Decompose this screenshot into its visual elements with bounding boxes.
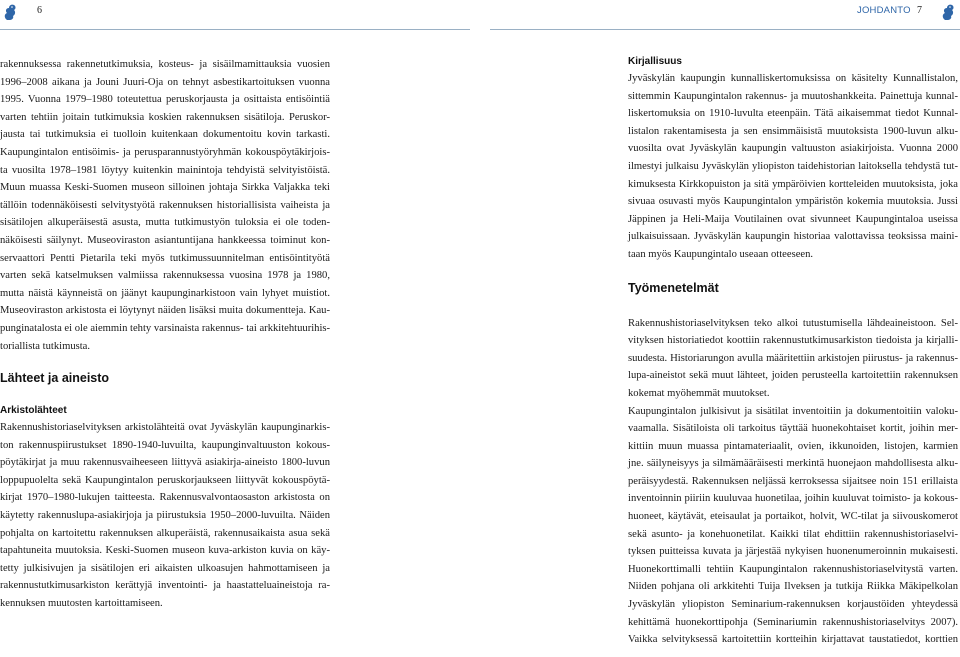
text-line: jne. säilyneisyys ja silmämääräisesti merkintä huonejaon mahdollisesta alku- xyxy=(628,458,958,470)
text-line: Kaupungintalon julkisivut ja sisätilat inventoitiin ja dokumentoitiin valoku- xyxy=(628,405,958,417)
text-line: tyksen puitteissa kuvata ja järjestää nykyisen huonenumeroinnin mukaisesti. xyxy=(628,546,958,558)
text-line: sisätilojen alkuperäisestä asusta, mutta tutkimustyön tuloksia ei ole toden- xyxy=(0,217,330,229)
text-line: toriallista tutkimusta. xyxy=(0,340,91,352)
left-column xyxy=(0,56,330,613)
text-line: sivuaa osuvasti myös Kaupungintalon ympäristön kokemia muutoksia. Jussi xyxy=(628,196,958,208)
text-line: varten tehtiin joitain tutkimuksia koskien rakennuksen sisätiloja. Peruskor- xyxy=(0,111,330,123)
text-line: Muun muassa Keski-Suomen museon silloinen johtaja Sirkka Valjakka teki xyxy=(0,182,330,194)
text-line: Niiden pohjana oli arkkitehti Tuija Ilveksen ja tutkija Riikka Mäkipelkolan xyxy=(628,581,958,593)
text-line: tapahtuneita muutoksia. Keski-Suomen museon kuva-arkiston kuvia on käy- xyxy=(0,545,330,557)
text-line: Museoviraston arkistosta ei löytynyt näiden lisäksi muita dokumentteja. Kau- xyxy=(0,305,330,317)
text-line: varten sekä katselmuksen valmiissa rakennuksessa vuosina 1978 ja 1980, xyxy=(0,270,330,282)
left-intro-paragraph xyxy=(0,56,330,355)
text-line: punginatalosta ei ole aiemmin tehty varsinaista rakennus- tai arkkitehtuurihis- xyxy=(0,322,331,334)
text-line: huoneet, käytävät, eteisaulat ja portaikot, holvit, WC-tilat ja siivouskomerot xyxy=(628,511,958,523)
text-line: vuosilta ovat Jyväskylän kaupungin valtuuston asiakirjoista. Vuonna 2000 xyxy=(628,143,958,155)
text-line: ta vuosilta 1978–1981 löytyy kuitenkin mainintoja tehdyistä selvityistöistä. xyxy=(0,164,330,176)
text-line: kehittämä huonekorttipohja (Seminariumin rakennushistoriaselvitys 2007). xyxy=(628,616,958,628)
text-line: mutta näistä käynneistä on jäänyt kaupunginarkistoon vain lyhyet muistiot. xyxy=(0,287,330,299)
text-line: vityksen historiatiedot koottiin rakennustutkimusarkiston tiedoista ja kirjalli- xyxy=(628,335,958,347)
text-line: Rakennushistoriaselvityksen arkistolähteitä ovat Jyväskylän kaupunginarkis- xyxy=(0,422,330,434)
left-page-number: 6 xyxy=(37,5,42,16)
section-heading-methods: Työmenetelmät xyxy=(628,280,719,295)
text-line: Vaikka selvityksessä kartoitettiin kortteihin kirjattavat taustatiedot, korttien xyxy=(628,634,958,646)
header-rule-left xyxy=(0,29,470,30)
right-page-number: 7 xyxy=(917,5,922,16)
text-line: lupa-aineistot sekä muut lähteet, joiden perusteella kartoitettiin rakennuksen xyxy=(628,370,958,382)
text-line: loppupuolelta sekä Kaupungintalon peruskorjaukseen liittyvät kokouspöytä- xyxy=(0,474,330,486)
text-line: Rakennushistoriaselvityksen teko alkoi tutustumisella lähdeaineistoon. Sel- xyxy=(628,317,958,329)
text-line: taan myös Kaupungintalo useaan otteeseen. xyxy=(628,248,814,260)
text-line: Huonekorttimalli tehtiin Kaupungintalon rakennushistoriaselvitystä varten. xyxy=(628,563,958,575)
text-line: kimuksesta Kirkkopuiston ja sitä ympäröivien kortteleiden muutoksista, joka xyxy=(628,178,958,190)
text-line: ilmestyi julkaisu Jyväskylän yliopiston taidehistorian laitoksella tehdystä tut- xyxy=(628,160,958,172)
text-line: listalon rakentamisesta ja sen ensimmäisistä muutoksista 1900-luvun alku- xyxy=(628,125,958,137)
methods-paragraph-1 xyxy=(628,315,958,403)
right-column xyxy=(628,56,958,649)
text-line: kittiin muun muassa pintamateriaalit, ovien, ikkunoiden, listojen, karmien xyxy=(628,440,958,452)
text-line: käytetty rakennuslupa-asiakirjoja ja piirustuksia 1950–2000-luvuilta. Näiden xyxy=(0,510,330,522)
text-line: tetty julkisivujen ja sisätilojen eri aikaisten ulkoasujen hahmottamiseen ja xyxy=(0,562,330,574)
text-line: 1995. Vuonna 1979–1980 toteutettua peruskorjausta ja osittaista entisöintiä xyxy=(0,94,330,106)
text-line: pöytäkirjat ja muu rakennusvaiheeseen liittyvä asiakirja-aineisto 1800-luvun xyxy=(0,457,330,469)
text-line: Kaupungintalon entisöimis- ja perusparannustyöryhmän kokouspöytäkirjois- xyxy=(0,146,330,158)
text-line: Jyväskylän kaupungin kunnalliskertomuksissa on käsitelty Kunnallistalon, xyxy=(628,73,958,84)
section-heading-sources: Lähteet ja aineisto xyxy=(0,371,110,386)
text-line: peräisyydestä. Rakennuksen neljässä kerroksessa sijaitsee noin 151 erillaista xyxy=(628,475,958,487)
text-line: Jyväskylän yliopiston Seminarium-rakennuksen korjaustöiden yhteydessä xyxy=(628,599,958,611)
literature-paragraph xyxy=(628,70,958,264)
text-line: tällöin todennäköisesti selvitystyötä rakennuksen historiallisista vaiheista ja xyxy=(0,199,330,211)
text-line: pohjalta on kartoitettu rakennuksen alkuperäistä, rakennusaikaista asua sekä xyxy=(0,527,330,539)
archive-sources-paragraph xyxy=(0,419,330,613)
text-line: liskertomuksia on 1910-luvulta eteenpäin. Tätä aikaisemmat tiedot Kunnal- xyxy=(628,108,958,120)
text-line: rakennustutkimusarkiston kerättyjä inventointi- ja haastatteluaineistoja ra- xyxy=(0,580,330,592)
text-line: jausta tai tutkimuksia ei tuolloin kuitenkaan dokumentoitu kovin tarkasti. xyxy=(0,129,330,141)
text-line: rakennuksessa rakennetutkimuksia, kosteus- ja sisäilmamittauksia vuosien xyxy=(0,59,330,70)
subheading-literature: Kirjallisuus xyxy=(628,56,682,67)
text-line: kirjat 1970–1980-lukujen taitteesta. Rakennusvalvontaosaston arkistosta on xyxy=(0,492,330,504)
text-line: näköisesti säilynyt. Museoviraston asiantuntijana hankkeessa toiminut kon- xyxy=(0,234,330,246)
running-title: JOHDANTO xyxy=(857,5,911,16)
text-line: kokemat myöhemmät muutokset. xyxy=(628,387,770,399)
methods-paragraph-2 xyxy=(628,403,958,649)
squirrel-logo-icon xyxy=(3,3,17,21)
text-line: vaamalla. Sisätiloista oli tarkoitus täyttää huonekohtaiset kortit, joihin mer- xyxy=(628,423,958,435)
text-line: sekä asunto- ja konehuonetilat. Kaikki tilat ehdittiin rakennushistoriaselvi- xyxy=(628,528,958,540)
text-line: servaattori Pentti Pietarila teki myös tutkimussuunnitelman entisöintityötä xyxy=(0,252,330,264)
squirrel-logo-icon-right xyxy=(941,3,955,21)
subheading-archive-sources: Arkistolähteet xyxy=(0,405,67,417)
text-line: suudesta. Historiarungon avulla määritettiin arkistojen piirustus- ja rakennus- xyxy=(628,352,958,364)
text-line: julkaisuissaan. Jyväskylän kaupungin historiaa valottavissa teoksissa maini- xyxy=(628,231,958,243)
text-line: kennuksen muutosten kartoittamiseen. xyxy=(0,598,163,610)
header-rule-right xyxy=(490,29,960,30)
text-line: Jäppinen ja Heli-Maija Voutilainen ovat sivunneet Kaupungintaloa useissa xyxy=(628,213,958,225)
text-line: ton rakennuspiirustukset 1890-1940-luvuilta, kaupunginvaltuuston kokous- xyxy=(0,439,330,451)
text-line: sittemmin Kaupungintalon rakennus- ja muutoshankkeita. Painettuja kunnal- xyxy=(628,90,958,102)
text-line: 1996–2008 aikana ja Jouni Juuri-Oja on tehnyt asbestikartoituksen vuonna xyxy=(0,76,330,88)
text-line: inventoinnin piiriin kuuluvaa huonetilaa, joihin kuuluvat toimisto- ja kokous- xyxy=(628,493,958,505)
